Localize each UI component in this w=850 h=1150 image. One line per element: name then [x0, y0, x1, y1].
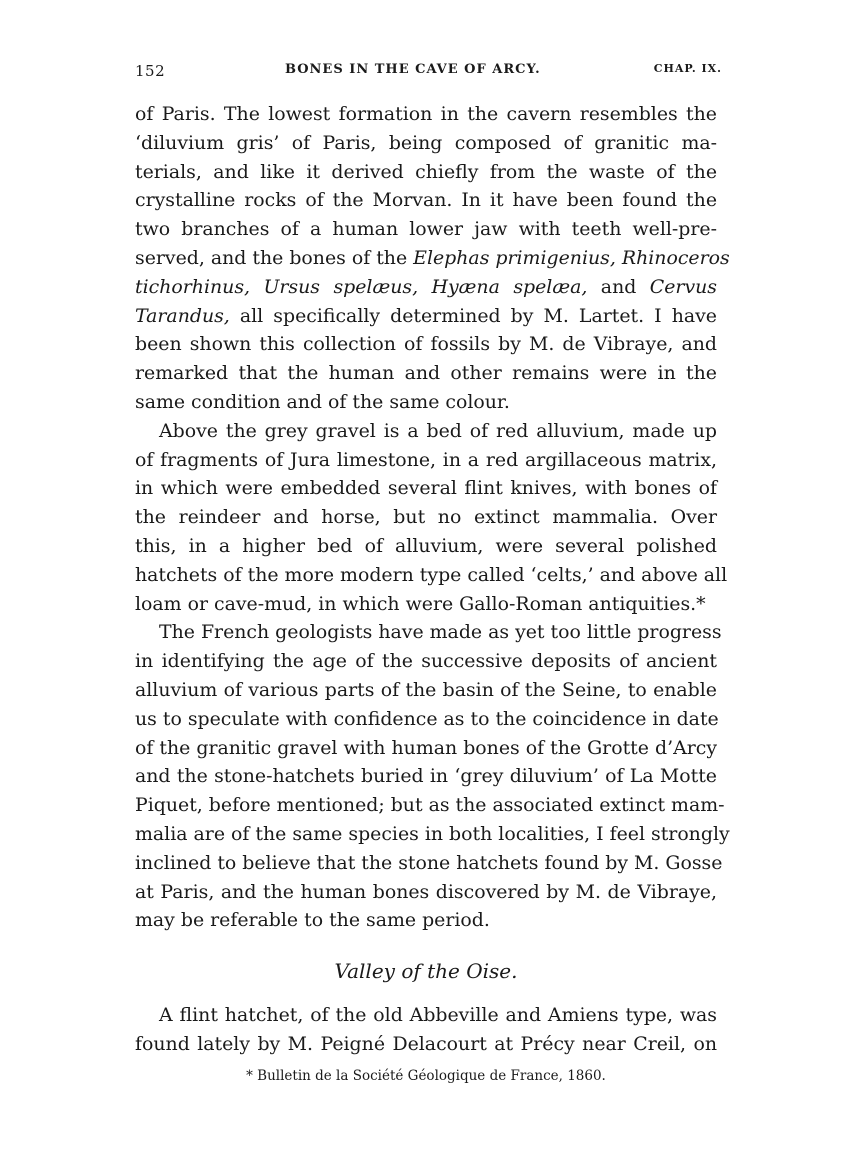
text-line: Piquet, before mentioned; but as the associated extinct mam-: [135, 794, 725, 817]
text-line: [135, 302, 717, 331]
species-name: tichorhinus,: [135, 275, 251, 298]
text-line: of the granitic gravel with human bones of the Grotte d’Arcy: [135, 736, 717, 759]
text-line: found lately by M. Peigné Delacourt at Précy near Creil, on: [135, 1032, 717, 1055]
species-name: Ursus spelæus,: [263, 275, 419, 298]
text-line: of Paris. The lowest formation in the cavern resembles the: [135, 103, 717, 125]
text-line: inclined to believe that the stone hatchets found by M. Gosse: [135, 851, 723, 874]
footnote: * Bulletin de la Société Géologique de France, 1860.: [246, 1068, 606, 1084]
text-line: been shown this collection of fossils by M. de Vibraye, and: [135, 333, 717, 356]
text-line: at Paris, and the human bones discovered by M. de Vibraye,: [135, 880, 717, 903]
species-name: Cervus: [649, 275, 717, 298]
text-line: the reindeer and horse, but no extinct mammalia. Over: [135, 506, 717, 529]
text-line: A flint hatchet, of the old Abbeville and Amiens type, was: [159, 1004, 717, 1027]
chapter-label: CHAP. IX.: [653, 62, 722, 75]
text-line: may be referable to the same period.: [135, 909, 490, 932]
text-line: us to speculate with confidence as to the coincidence in date: [135, 707, 719, 730]
text-line: and the stone-hatchets buried in ‘grey diluvium’ of La Motte: [135, 765, 717, 788]
page-number: 152: [135, 62, 166, 80]
text-line: same condition and of the same colour.: [135, 390, 510, 413]
text-line: remarked that the human and other remains were in the: [135, 362, 717, 385]
text-line: of fragments of Jura limestone, in a red argillaceous matrix,: [135, 448, 717, 471]
text-line: loam or cave-mud, in which were Gallo-Roman antiquities.*: [135, 592, 706, 615]
species-name: Hyæna spelæa,: [431, 275, 588, 298]
text-line: hatchets of the more modern type called ‘celts,’ and above all: [135, 563, 728, 586]
text-line: Above the grey gravel is a bed of red alluvium, made up: [159, 419, 717, 442]
text-span: served, and the bones of the: [135, 246, 414, 269]
text-line: alluvium of various parts of the basin of the Seine, to enable: [135, 678, 717, 701]
text-line: terials, and like it derived chiefly from the waste of the: [135, 160, 717, 183]
text-line: two branches of a human lower jaw with teeth well-pre-: [135, 218, 717, 241]
text-line: this, in a higher bed of alluvium, were several polished: [135, 534, 717, 557]
species-name: Elephas primigenius, Rhinoceros: [413, 246, 730, 269]
text-line: crystalline rocks of the Morvan. In it have been found the: [135, 189, 717, 212]
body-text: [135, 100, 730, 1059]
running-title: BONES IN THE CAVE OF ARCY.: [285, 62, 541, 77]
text-line: The French geologists have made as yet too little progress: [159, 621, 722, 644]
section-heading: Valley of the Oise.: [334, 959, 518, 984]
text-span: and: [587, 275, 650, 298]
species-name: Tarandus,: [135, 304, 230, 327]
text-line: [135, 273, 717, 302]
text-line: malia are of the same species in both localities, I feel strongly: [135, 822, 730, 845]
text-line: ‘diluvium gris’ of Paris, being composed of granitic ma-: [135, 131, 717, 154]
text-line: [135, 244, 730, 273]
running-head: [135, 62, 722, 86]
text-line: in which were embedded several flint knives, with bones of: [135, 477, 717, 500]
text-line: in identifying the age of the successive deposits of ancient: [135, 650, 717, 673]
text-span: all specifically determined by M. Lartet. I have: [229, 304, 717, 327]
